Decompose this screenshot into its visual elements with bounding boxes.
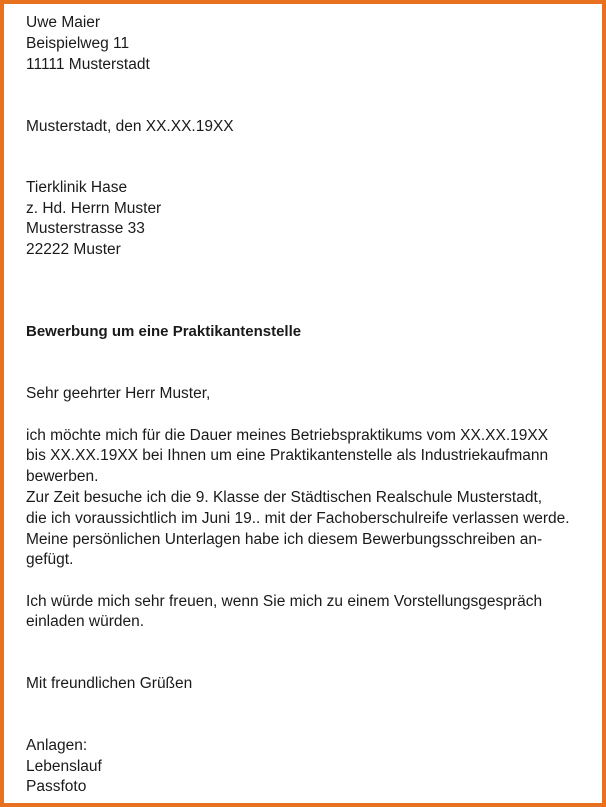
body-line: ich möchte mich für die Dauer meines Betriebspraktikums vom XX.XX.19XX [26,427,549,444]
body-line: gefügt. [26,551,74,568]
salutation: Sehr geehrter Herr Muster, [26,385,211,402]
closing-request-line: einladen würden. [26,613,145,630]
closing-request-line: Ich würde mich sehr freuen, wenn Sie mich zu einem Vorstellungsgespräch [26,593,543,610]
place-date: Musterstadt, den XX.XX.19XX [26,118,234,135]
recipient-company: Tierklinik Hase [26,179,128,196]
sender-city: 11111 Musterstadt [26,56,150,73]
body-line: Zur Zeit besuche ich die 9. Klasse der Städtischen Realschule Musterstadt, [26,489,543,506]
body-line: bis XX.XX.19XX bei Ihnen um eine Praktikantenstelle als Industriekaufmann [26,447,549,464]
attachments-label: Anlagen: [26,737,88,754]
closing: Mit freundlichen Grüßen [26,675,193,692]
sender-street: Beispielweg 11 [26,35,130,52]
body-line: Meine persönlichen Unterlagen habe ich diesem Bewerbungsschreiben an- [26,531,543,548]
sender-name: Uwe Maier [26,14,101,31]
recipient-street: Musterstrasse 33 [26,220,145,237]
recipient-attention: z. Hd. Herrn Muster [26,200,162,217]
body-line: bewerben. [26,468,99,485]
recipient-city: 22222 Muster [26,241,121,258]
letter-subject: Bewerbung um eine Praktikantenstelle [26,323,302,340]
attachment-item: Passfoto [26,778,87,795]
body-line: die ich voraussichtlich im Juni 19.. mit der Fachoberschulreife verlassen werde. [26,510,570,527]
attachment-item: Lebenslauf [26,758,102,775]
